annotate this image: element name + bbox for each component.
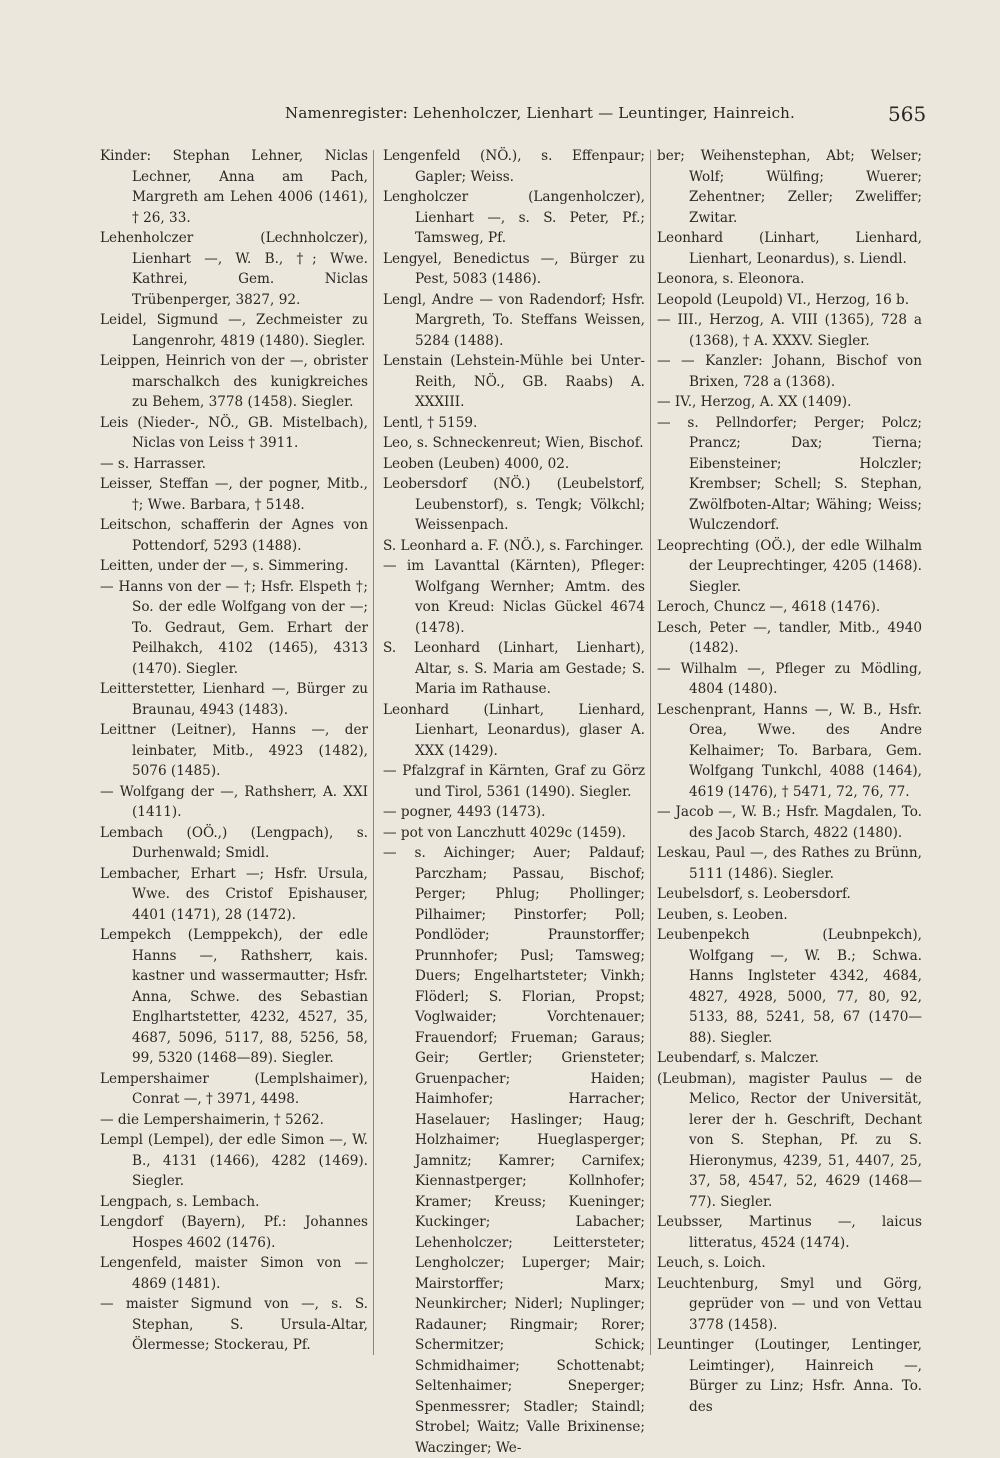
index-entry: Leroch, Chuncz —, 4618 (1476). — [657, 599, 881, 615]
index-entry: Lempershaimer (Lemplshaimer), Conrat —, † 3971, 4498. — [100, 1070, 368, 1107]
index-entry: — im Lavanttal (Kärnten), Pfleger: Wolfgang Wernher; Amtm. des von Kreud: Niclas Gückel 4674 (1478). — [383, 558, 645, 636]
index-entry: Lengenfeld, maister Simon von — 4869 (1481). — [100, 1255, 368, 1292]
index-entry: Leubendarf, s. Malczer. — [657, 1050, 819, 1066]
index-entry: Lengl, Andre — von Radendorf; Hsfr. Margreth, To. Steffans Weissen, 5284 (1488). — [383, 291, 645, 349]
index-entry: Leisser, Steffan —, der pogner, Mitb., †; Wwe. Barbara, † 5148. — [100, 476, 368, 513]
index-entry: Lembacher, Erhart —; Hsfr. Ursula, Wwe. des Cristof Epishauser, 4401 (1471), 28 (1472). — [100, 865, 368, 923]
column-divider — [373, 150, 374, 1355]
index-entry: Leonhard (Linhart, Lienhard, Lienhart, Leonardus), s. Liendl. — [657, 230, 922, 267]
index-entry: — maister Sigmund von —, s. S. Stephan, S. Ursula-Altar, Ölermesse; Stockerau, Pf. — [100, 1296, 368, 1353]
index-entry: Leubenpekch (Leubnpekch), Wolfgang —, W. B.; Schwa. Hanns Inglsteter 4342, 4684, 4827, 4928, 5000, 77, 80, 92, 5133, 88, 5241, 58, 67 (1470—88). Siegler. — [657, 927, 922, 1046]
index-entry: Leobersdorf (NÖ.) (Leubelstorf, Leubenstorf), s. Tengk; Völkchl; Weissenpach. — [383, 476, 645, 533]
index-entry: — Jacob —, W. B.; Hsfr. Magdalen, To. des Jacob Starch, 4822 (1480). — [657, 804, 922, 841]
index-entry: Leitschon, schafferin der Agnes von Pottendorf, 5293 (1488). — [100, 517, 368, 554]
index-entry: Lentl, † 5159. — [383, 414, 478, 431]
index-entry: — pogner, 4493 (1473). — [383, 804, 546, 820]
index-column-1 — [100, 146, 368, 1356]
index-entry: — III., Herzog, A. VIII (1365), 728 a (1368), † A. XXXV. Siegler. — [657, 312, 922, 349]
index-entry: — Hanns von der — †; Hsfr. Elspeth †; So. der edle Wolfgang von der —; To. Gedraut, Gem. Erhart der Peilhakch, 4102 (1465), 4313 (1470). Siegler. — [100, 578, 368, 677]
index-entry: Leoprechting (OÖ.), der edle Wilhalm der Leuprechtinger, 4205 (1468). Siegler. — [657, 537, 922, 595]
index-entry: — Wolfgang der —, Rathsherr, A. XXI (1411). — [100, 783, 368, 820]
index-entry: Lehenholczer (Lechnholczer), Lienhart —, W. B., †; Wwe. Kathrei, Gem. Niclas Trübenperger, 3827, 92. — [100, 230, 368, 308]
index-entry: — s. Aichinger; Auer; Paldauf; Parczham; Passau, Bischof; Perger; Phlug; Phollinger; Pilhaimer; Pinstorfer; Poll; Pondlöder; Praunstorffer; Prunnhofer; Pusl; Tamsweg; Duers; Engelhartsteter; Vinkh; Flöderl; S. Florian, Propst; Voglwaider; Vorchtenauer; Frauendorf; Frueman; Garaus; Geir; Gertler; Griensteter; Gruenpacher; Haiden; Haimhofer; Harracher; Haselauer; Haslinger; Haug; Holzhaimer; Hueglasperger; Jamnitz; Kamrer; Carnifex; Kiennastperger; Kollnhofer; Kramer; Kreuss; Kueninger; Kuckinger; Labacher; Lehenholczer; Leitterstеter; Lengholczer; Luperger; Mair; Mairstorffer; Marx; Neunkircher; Niderl; Nuplinger; Radauner; Ringmair; Rorer; Schermitzer; Schick; Schmidhaimer; Schottenabt; Seltenhaimer; Sneperger; Spenmessrer; Stadler; Staindl; Strobel; Waitz; Valle Brixinense; Waczinger; We- — [383, 845, 645, 1456]
index-entry: Lembach (OÖ.,) (Lengpach), s. Durhenwald; Smidl. — [100, 824, 368, 861]
index-entry: — — Kanzler: Johann, Bischof von Brixen, 728 a (1368). — [657, 353, 922, 390]
index-entry: Lengyel, Benedictus —, Bürger zu Pest, 5083 (1486). — [383, 250, 645, 287]
index-entry: Kinder: Stephan Lehner, Niclas Lechner, Anna am Pach, Margreth am Lehen 4006 (1461), † 26, 33. — [100, 148, 368, 226]
index-entry: Leuch, s. Loich. — [657, 1255, 766, 1271]
index-entry: Leopold (Leupold) VI., Herzog, 16 b. — [657, 291, 910, 308]
index-entry: — pot von Lanczhutt 4029c (1459). — [383, 824, 626, 841]
index-entry: Leschenprant, Hanns —, W. B., Hsfr. Orea, Wwe. des Andre Kelhaimer; To. Barbara, Gem. Wolfgang Tunkchl, 4088 (1464), 4619 (1476), † 5471, 72, 76, 77. — [657, 701, 922, 800]
index-entry: — die Lempershaimerin, † 5262. — [100, 1111, 324, 1128]
index-entry: Leubsser, Martinus —, laicus litteratus, 4524 (1474). — [657, 1214, 922, 1251]
index-entry: — IV., Herzog, A. XX (1409). — [657, 394, 852, 410]
index-entry: Leo, s. Schneckenreut; Wien, Bischof. — [383, 435, 644, 451]
index-entry: Leskau, Paul —, des Rathes zu Brünn, 5111 (1486). Siegler. — [657, 845, 922, 882]
index-entry: ber; Weihenstephan, Abt; Welser; Wolf; Wülfing; Wuerer; Zehentner; Zeller; Zweliffer; Zwitar. — [657, 148, 922, 226]
index-entry: S. Leonhard a. F. (NÖ.), s. Farchinger. — [383, 537, 644, 554]
index-entry: Leuben, s. Leoben. — [657, 906, 788, 923]
page-number: 565 — [888, 102, 927, 126]
index-entry: Leuchtenburg, Smyl und Görg, geprüder von — und von Vettau 3778 (1458). — [657, 1275, 922, 1333]
index-entry: Leonora, s. Eleonora. — [657, 271, 805, 287]
index-entry: Leonhard (Linhart, Lienhard, Lienhart, Leonardus), glaser A. XXX (1429). — [383, 701, 645, 759]
index-entry: Lesch, Peter —, tandler, Mitb., 4940 (1482). — [657, 619, 922, 656]
index-column-3 — [657, 146, 922, 1417]
index-column-2 — [383, 146, 645, 1458]
index-entry: Leoben (Leuben) 4000, 02. — [383, 455, 570, 472]
column-divider — [650, 150, 651, 1355]
index-entry: (Leubman), magister Paulus — de Melico, Rector der Universität, lerer der h. Geschrift, Dechant von S. Stephan, Pf. zu S. Hieronymus, 4239, 51, 4407, 25, 37, 58, 4547, 52, 4629 (1468—77). Siegler. — [657, 1070, 922, 1210]
index-entry: Lengdorf (Bayern), Pf.: Johannes Hospes 4602 (1476). — [100, 1214, 368, 1251]
running-title: Namenregister: Lehenholczer, Lienhart — Leuntinger, Hainreich. — [285, 104, 796, 122]
index-entry: Leittner (Leitner), Hanns —, der leinbater, Mitb., 4923 (1482), 5076 (1485). — [100, 722, 368, 779]
index-entry: Leidel, Sigmund —, Zechmeister zu Langenrohr, 4819 (1480). Siegler. — [100, 312, 368, 349]
index-entry: Lengpach, s. Lembach. — [100, 1193, 260, 1210]
index-entry: Leippen, Heinrich von der —, obrister marschalkch des kunigkreiches zu Behem, 3778 (1458). Siegler. — [100, 353, 368, 410]
index-entry: — Pfalzgraf in Kärnten, Graf zu Görz und Tirol, 5361 (1490). Siegler. — [383, 763, 645, 800]
index-entry: S. Leonhard (Linhart, Lienhart), Altar, s. S. Maria am Gestade; S. Maria im Rathause. — [383, 640, 645, 697]
index-entry: Leitten, under der —, s. Simmering. — [100, 558, 349, 574]
index-entry: — s. Pellndorfer; Perger; Polcz; Prancz; Dax; Tierna; Eibensteiner; Holczler; Krembser; Schell; S. Stephan, Zwölfboten-Altar; Wähing; Weiss; Wulczendorf. — [657, 414, 922, 533]
index-entry: Lengholczer (Langenholczer), Lienhart —, s. S. Peter, Pf.; Tamsweg, Pf. — [383, 189, 645, 246]
index-entry: Lengenfeld (NÖ.), s. Effenpaur; Gapler; Weiss. — [383, 148, 645, 185]
index-entry: Lenstain (Lehstein-Mühle bei Unter-Reith, NÖ., GB. Raabs) A. XXXIII. — [383, 353, 645, 410]
index-entry: Leitterstetter, Lienhard —, Bürger zu Braunau, 4943 (1483). — [100, 681, 368, 718]
index-entry: Leuntinger (Loutinger, Lentinger, Leimtinger), Hainreich —, Bürger zu Linz; Hsfr. Anna. To. des — [657, 1337, 922, 1415]
index-entry: Lempekch (Lemppekch), der edle Hanns —, Rathsherr, kais. kastner und wassermautter; Hsfr. Anna, Schwe. des Sebastian Englhartstetter, 4232, 4527, 35, 4687, 5096, 5117, 88, 5256, 58, 99, 5320 (1468—89). Siegler. — [100, 927, 368, 1066]
index-entry: — Wilhalm —, Pfleger zu Mödling, 4804 (1480). — [657, 660, 922, 697]
index-entry: — s. Harrasser. — [100, 455, 206, 472]
index-entry: Leis (Nieder-, NÖ., GB. Mistelbach), Niclas von Leiss † 3911. — [100, 414, 368, 451]
index-entry: Leubelsdorf, s. Leobersdorf. — [657, 886, 851, 902]
index-entry: Lempl (Lempel), der edle Simon —, W. B., 4131 (1466), 4282 (1469). Siegler. — [100, 1132, 368, 1189]
